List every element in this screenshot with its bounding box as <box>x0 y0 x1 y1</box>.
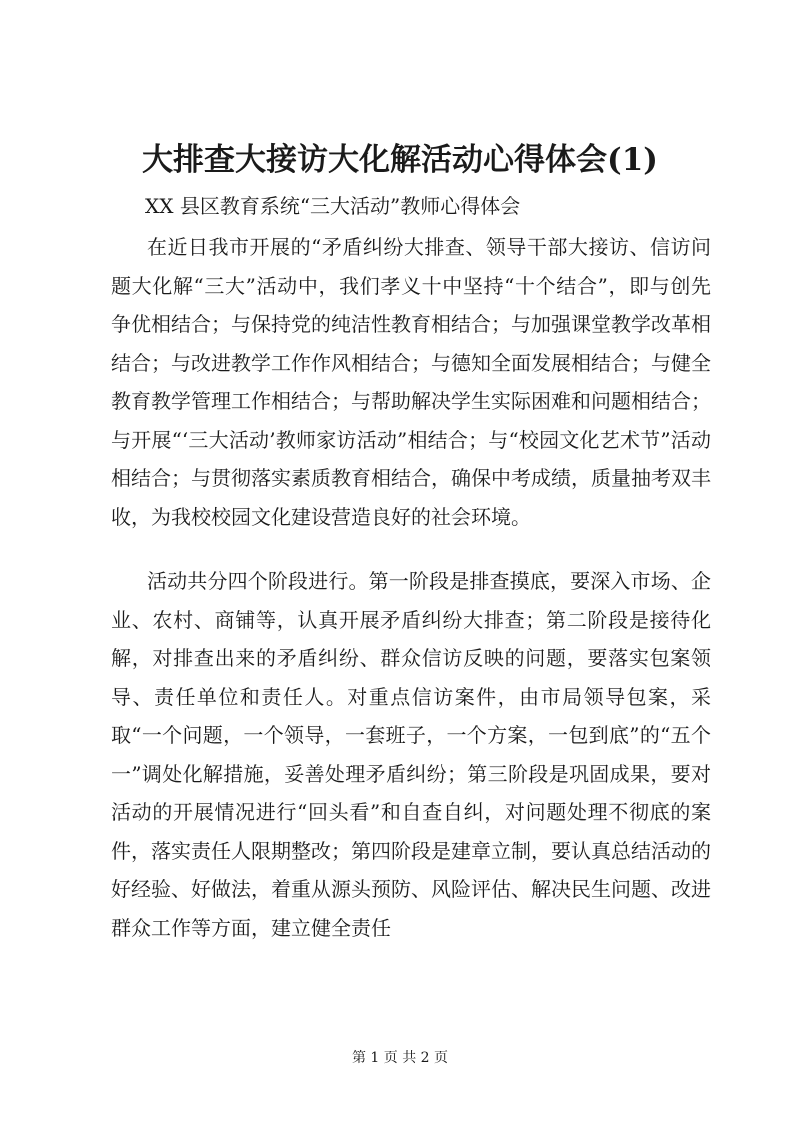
document-title: 大排查大接访大化解活动心得体会(1) <box>142 142 658 178</box>
body-paragraph: 在近日我市开展的“矛盾纠纷大排查、领导干部大接访、信访问题大化解“三大”活动中，我们孝义十中坚持“十个结合”，即与创先争优相结合；与保持党的纯洁性教育相结合；与加强课堂教学改革相结合；与改进教学工作作风相结合；与德知全面发展相结合；与健全教育教学管理工作相结合；与帮助解决学生实际困难和问题相结合；与开展“‘三大活动’教师家访活动”相结合；与“校园文化艺术节”活动相结合；与贯彻落实素质教育相结合，确保中考成绩，质量抽考双丰收，为我校校园文化建设营造良好的社会环境。 <box>111 235 711 529</box>
body-paragraph: 活动共分四个阶段进行。第一阶段是排查摸底，要深入市场、企业、农村、商铺等，认真开展矛盾纠纷大排查；第二阶段是接待化解，对排查出来的矛盾纠纷、群众信访反映的问题，要落实包案领导、责任单位和责任人。对重点信访案件，由市局领导包案，采取“一个问题，一个领导，一套班子，一个方案，一包到底”的“五个一”调处化解措施，妥善处理矛盾纠纷；第三阶段是巩固成果，要对活动的开展情况进行“回头看”和自查自纠，对问题处理不彻底的案件，落实责任人限期整改；第四阶段是建章立制，要认真总结活动的好经验、好做法，着重从源头预防、风险评估、解决民生问题、改进群众工作等方面，建立健全责任 <box>111 569 711 940</box>
document-subtitle: XX 县区教育系统“三大活动”教师心得体会 <box>145 194 521 218</box>
page-footer: 第 1 页 共 2 页 <box>351 1050 449 1066</box>
